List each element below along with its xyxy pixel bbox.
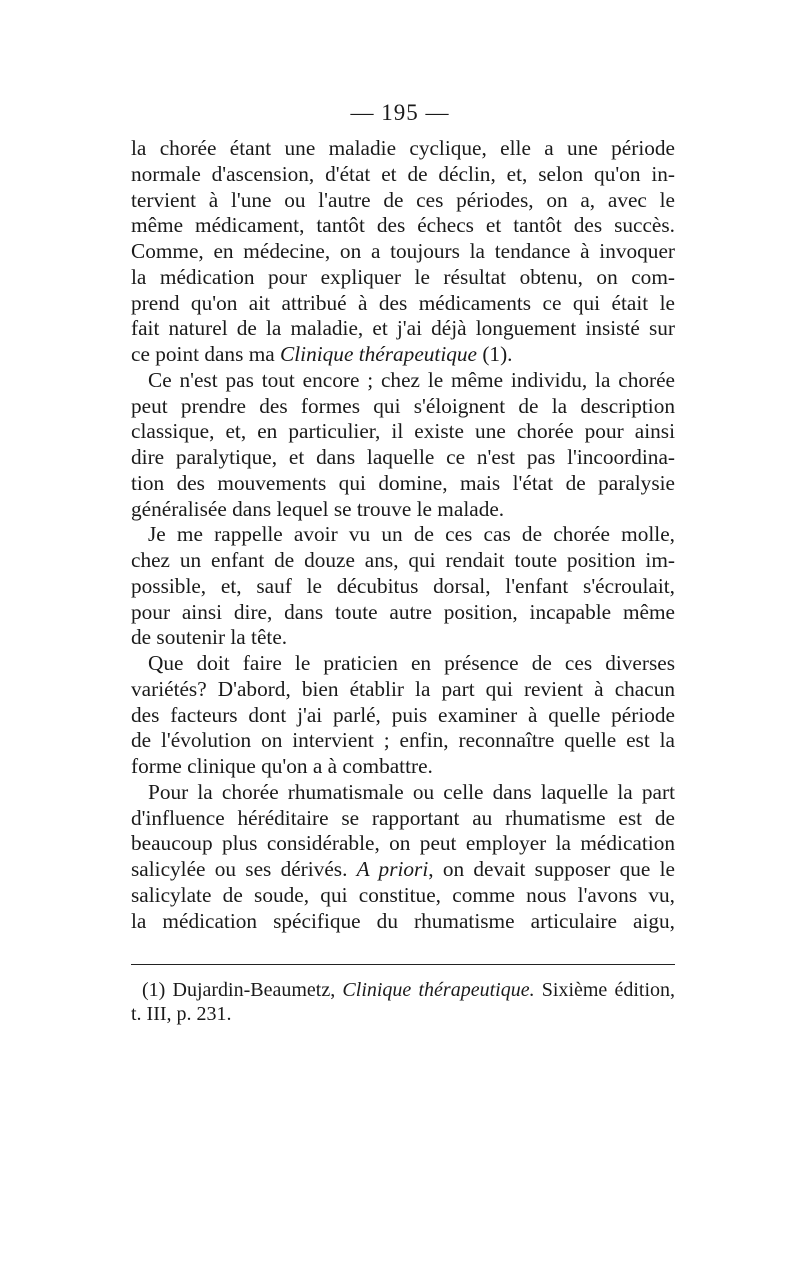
text-line: beaucoup plus considérable, on peut employer la médication (131, 831, 675, 856)
text-line: généralisée dans lequel se trouve le malade. (131, 496, 505, 521)
footnote-marker: (1) (142, 979, 166, 1001)
text-line (131, 857, 675, 883)
text-line: tion des mouvements qui domine, mais l'état de paralysie (131, 470, 675, 495)
text-line: des facteurs dont j'ai parlé, puis examiner à quelle période (131, 702, 675, 727)
text-line: variétés? D'abord, bien établir la part qui revient à chacun (131, 676, 675, 701)
text-line: de soutenir la tête. (131, 625, 288, 650)
text-line: dire paralytique, et dans laquelle ce n'est pas l'incoordina- (131, 445, 675, 469)
footnote-book-title: Clinique thérapeutique. (342, 979, 535, 1001)
text-line: possible, et, sauf le décubitus dorsal, l'enfant s'écroulait, (131, 573, 675, 598)
text-line: Je me rappelle avoir vu un de ces cas de chorée molle, (148, 522, 675, 547)
text-line: pour ainsi dire, dans toute autre position, incapable même (131, 599, 675, 624)
text-line: Que doit faire le praticien en présence de ces diverses (148, 651, 675, 675)
footnote (131, 978, 675, 1026)
text-line: classique, et, en particulier, il existe une chorée pour ainsi (131, 419, 675, 444)
body-text (131, 136, 675, 934)
latin-phrase: A priori (356, 857, 429, 881)
page-number: — 195 — (350, 100, 450, 125)
book-title-citation: Clinique thérapeutique (280, 342, 478, 366)
text-line: tervient à l'une ou l'autre de ces périodes, on a, avec le (131, 187, 675, 212)
footnote-author: Dujardin-Beaumetz, (172, 979, 336, 1001)
text-line: normale d'ascension, d'état et de déclin, et, selon qu'on in- (131, 161, 675, 186)
text-line: la chorée étant une maladie cyclique, elle a une période (131, 136, 675, 160)
footnote-reference: (1). (477, 342, 513, 366)
text-line: même médicament, tantôt des échecs et tantôt des succès. (131, 213, 675, 238)
text-line: d'influence héréditaire se rapportant au rhumatisme est de (131, 805, 675, 830)
text-line: la médication pour expliquer le résultat obtenu, on com- (131, 264, 675, 289)
text-line: Ce n'est pas tout encore ; chez le même individu, la chorée (148, 367, 675, 392)
text-run: salicylée ou ses dérivés. (131, 857, 348, 881)
text-line: Pour la chorée rhumatismale ou celle dans laquelle la part (148, 779, 675, 804)
footnote-edition: Sixième édition, (541, 979, 676, 1001)
text-run: ce point dans ma (131, 342, 281, 366)
text-line: prend qu'on ait attribué à des médicaments ce qui était le (131, 290, 675, 315)
text-line: chez un enfant de douze ans, qui rendait toute position im- (131, 548, 675, 572)
text-line: salicylate de soude, qui constitue, comme nous l'avons vu, (131, 882, 675, 907)
text-line: de l'évolution on intervient ; enfin, reconnaître quelle est la (131, 728, 675, 753)
footnote-line (131, 978, 675, 1002)
text-run: , on devait supposer que le (428, 857, 676, 881)
text-line: la médication spécifique du rhumatisme articulaire aigu, (131, 908, 675, 933)
text-line: peut prendre des formes qui s'éloignent de la description (131, 393, 675, 418)
footnote-separator (131, 964, 675, 965)
text-line: Comme, en médecine, on a toujours la tendance à invoquer (131, 239, 675, 263)
text-line: forme clinique qu'on a à combattre. (131, 754, 433, 778)
text-line (131, 342, 675, 368)
footnote-line: t. III, p. 231. (131, 1003, 232, 1025)
text-line: fait naturel de la maladie, et j'ai déjà longuement insisté sur (131, 316, 675, 341)
